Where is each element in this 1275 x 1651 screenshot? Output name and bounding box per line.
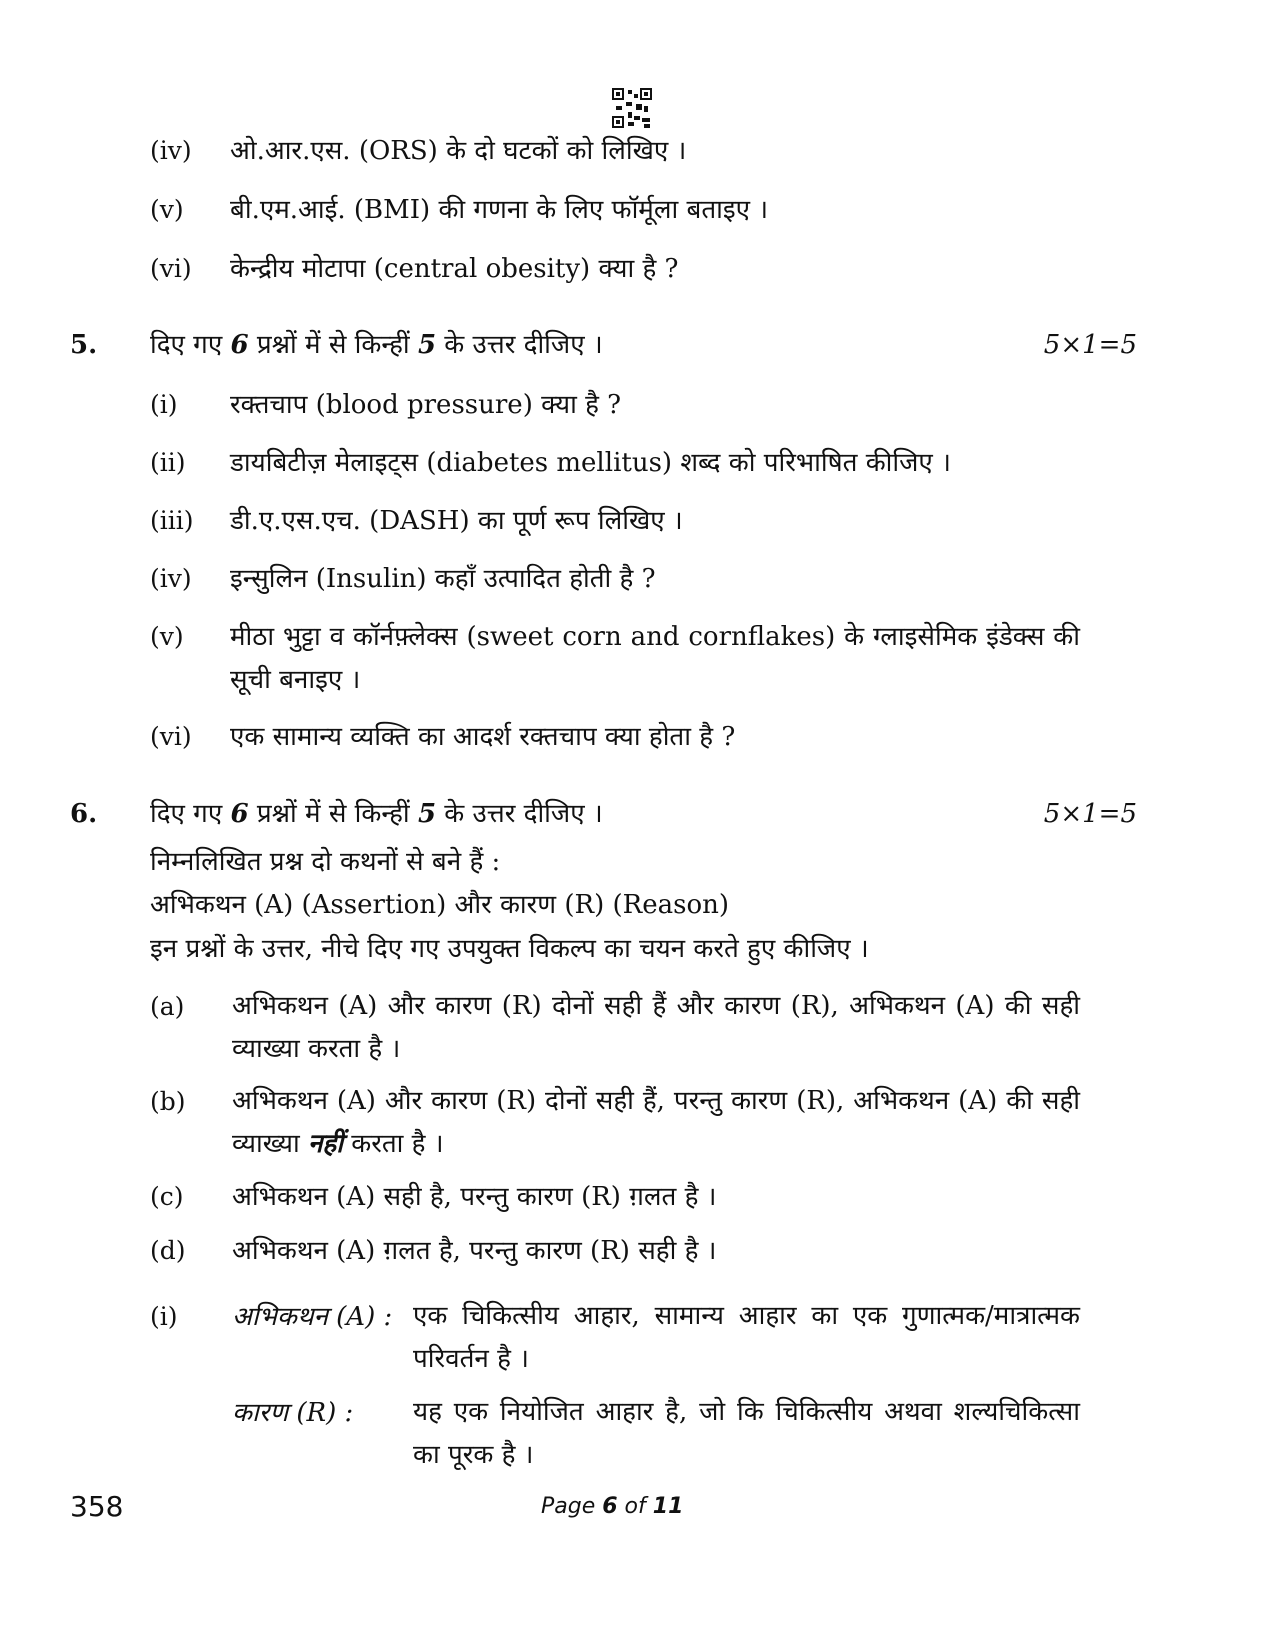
q5-item-text: रक्तचाप (blood pressure) क्या है ?: [230, 390, 622, 420]
q5-item-text: डायबिटीज़ मेलाइट्स (diabetes mellitus) शब्द को परिभाषित कीजिए ।: [230, 448, 951, 478]
question-instruction: दिए गए 6 प्रश्नों में से किन्हीं 5 के उत्तर दीजिए ।: [150, 330, 603, 360]
q4-item-text: बी.एम.आई. (BMI) की गणना के लिए फॉर्मूला बताइए ।: [230, 195, 769, 225]
question-instruction: दिए गए 6 प्रश्नों में से किन्हीं 5 के उत्तर दीजिए ।: [150, 799, 603, 829]
paper-code: 358: [70, 1490, 124, 1523]
reason-label: कारण (R) :: [232, 1398, 354, 1428]
q6-option-label: (d): [150, 1236, 186, 1265]
q6-option-text: अभिकथन (A) सही है, परन्तु कारण (R) ग़लत है ।: [232, 1182, 717, 1212]
q6-sub-label: (i): [150, 1302, 178, 1331]
assertion-text: एक चिकित्सीय आहार, सामान्य आहार का एक गुणात्मक/मात्रात्मक परिवर्तन है ।: [413, 1301, 1080, 1374]
question-number: 5.: [70, 330, 98, 360]
q6-option-label: (a): [150, 992, 185, 1021]
q4-item-label: (vi): [150, 254, 192, 283]
marks-allocation: 5×1=5: [1043, 799, 1137, 829]
q5-item-label: (iv): [150, 564, 192, 593]
q6-option-text: अभिकथन (A) ग़लत है, परन्तु कारण (R) सही है ।: [232, 1236, 717, 1266]
q5-item-text: इन्सुलिन (Insulin) कहाँ उत्पादित होती है ?: [230, 564, 656, 594]
q5-item-text: डी.ए.एस.एच. (DASH) का पूर्ण रूप लिखिए ।: [230, 506, 683, 536]
assertion-label: अभिकथन (A) :: [232, 1302, 393, 1332]
q4-item-label: (iv): [150, 136, 192, 165]
question-number: 6.: [70, 799, 98, 829]
q4-item-text: ओ.आर.एस. (ORS) के दो घटकों को लिखिए ।: [230, 136, 687, 166]
q5-item-label: (vi): [150, 722, 192, 751]
q6-intro-line: निम्नलिखित प्रश्न दो कथनों से बने हैं :: [150, 847, 501, 877]
q6-option-label: (c): [150, 1182, 184, 1211]
q4-item-label: (v): [150, 195, 184, 224]
page-number: Page 6 of 11: [541, 1494, 684, 1519]
q6-intro-line: अभिकथन (A) (Assertion) और कारण (R) (Reason): [150, 890, 729, 920]
reason-text: यह एक नियोजित आहार है, जो कि चिकित्सीय अथवा शल्यचिकित्सा का पूरक है ।: [413, 1397, 1080, 1470]
q5-item-label: (v): [150, 622, 184, 651]
q6-option-text: अभिकथन (A) और कारण (R) दोनों सही हैं, परन्तु कारण (R), अभिकथन (A) की सही व्याख्या नहीं करता है ।: [232, 1086, 1080, 1159]
q5-item-label: (iii): [150, 506, 194, 535]
qr-code: [612, 88, 652, 128]
q5-item-label: (ii): [150, 448, 186, 477]
q6-option-label: (b): [150, 1087, 186, 1116]
q5-item-text: एक सामान्य व्यक्ति का आदर्श रक्तचाप क्या होता है ?: [230, 722, 736, 752]
q5-item-label: (i): [150, 390, 178, 419]
q6-option-text: अभिकथन (A) और कारण (R) दोनों सही हैं और कारण (R), अभिकथन (A) की सही व्याख्या करता है ।: [232, 991, 1080, 1064]
q4-item-text: केन्द्रीय मोटापा (central obesity) क्या है ?: [230, 254, 679, 284]
q6-intro-line: इन प्रश्नों के उत्तर, नीचे दिए गए उपयुक्त विकल्प का चयन करते हुए कीजिए ।: [150, 934, 869, 964]
q5-item-text: मीठा भुट्टा व कॉर्नफ़्लेक्स (sweet corn and cornflakes) के ग्लाइसेमिक इंडेक्स की सूची बनाइए ।: [230, 622, 1080, 695]
marks-allocation: 5×1=5: [1043, 330, 1137, 360]
